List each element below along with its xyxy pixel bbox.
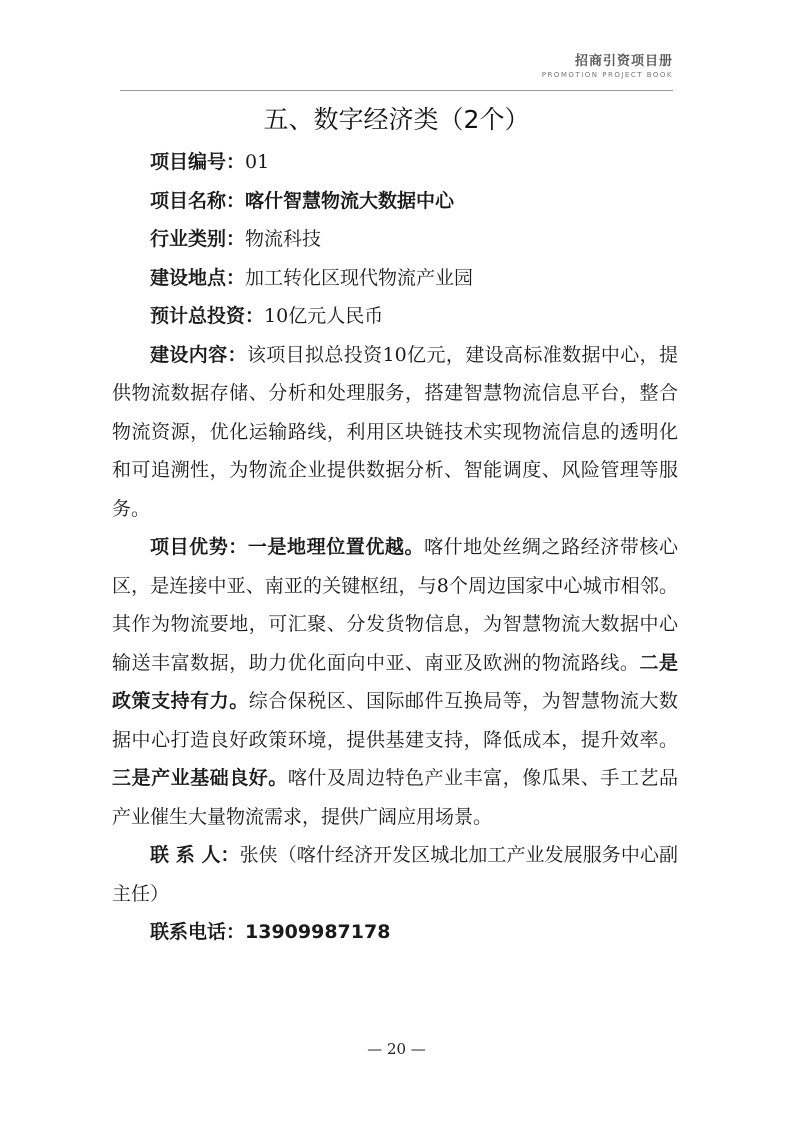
project-name-value: 喀什智慧物流大数据中心 [245,189,455,212]
phone-value: 13909987178 [245,921,391,943]
advantage-3-text: 喀什及周边特色产业丰富，像瓜果、手工艺品产业催生大量物流需求，提供广阔应用场景。 [112,767,678,828]
construction-content [112,336,678,529]
investment-label: 预计总投资： [150,305,265,327]
category-label: 行业类别： [150,228,246,250]
location-line [112,259,678,298]
content-text: 该项目拟总投资10亿元，建设高标准数据中心，提供物流数据存储、分析和处理服务，搭建智慧物流信息平台，整合物流资源，优化运输路线，利用区块链技术实现物流信息的透明化和可追溯性，为物流企业提供数据分析、智能调度、风险管理等服务。 [112,343,678,520]
project-number-value: 01 [245,151,270,173]
location-label: 建设地点： [150,266,246,289]
content-label: 建设内容： [150,343,247,366]
advantage-3-heading: 三是产业基础良好。 [112,767,288,789]
contact-value: 张侠（喀什经济开发区城北加工产业发展服务中心副主任） [112,844,678,905]
advantage-2-heading: 二是政策支持有力。 [112,651,678,712]
investment-line [112,297,678,336]
project-number-label: 项目编号： [150,151,246,173]
brand-english: PROMOTION PROJECT BOOK [541,71,673,79]
project-name-line [112,182,678,221]
advantage-1-text: 喀什地处丝绸之路经济带核心区，是连接中亚、南亚的关键枢纽，与8个周边国家中心城市相邻。其作为物流要地，可汇聚、分发货物信息，为智慧物流大数据中心输送丰富数据，助力优化面向中亚、南亚及欧洲的物流路线。 [112,536,678,674]
phone-label: 联系电话： [150,921,246,943]
project-details [112,143,678,952]
advantage-label: 项目优势： [150,536,248,558]
page-number: — 20 — [367,1040,426,1058]
project-advantages [112,528,678,836]
contact-label: 联 系 人： [150,844,240,866]
project-name-label: 项目名称： [150,189,246,212]
contact-line [112,836,678,913]
category-line [112,220,678,259]
brand-chinese: 招商引资项目册 [574,54,673,69]
header-divider [120,90,673,91]
advantage-2-text: 综合保税区、国际邮件互换局等，为智慧物流大数据中心打造良好政策环境，提供基建支持，降低成本，提升效率。 [112,690,678,751]
section-title: 五、数字经济类（2个） [263,105,530,134]
project-number-line [112,143,678,182]
phone-line [112,913,678,952]
investment-value: 10亿元人民币 [264,305,384,327]
category-value: 物流科技 [245,228,322,250]
location-value: 加工转化区现代物流产业园 [245,266,474,289]
advantage-1-heading: 一是地理位置优越。 [247,536,425,558]
header-brand [542,50,673,79]
